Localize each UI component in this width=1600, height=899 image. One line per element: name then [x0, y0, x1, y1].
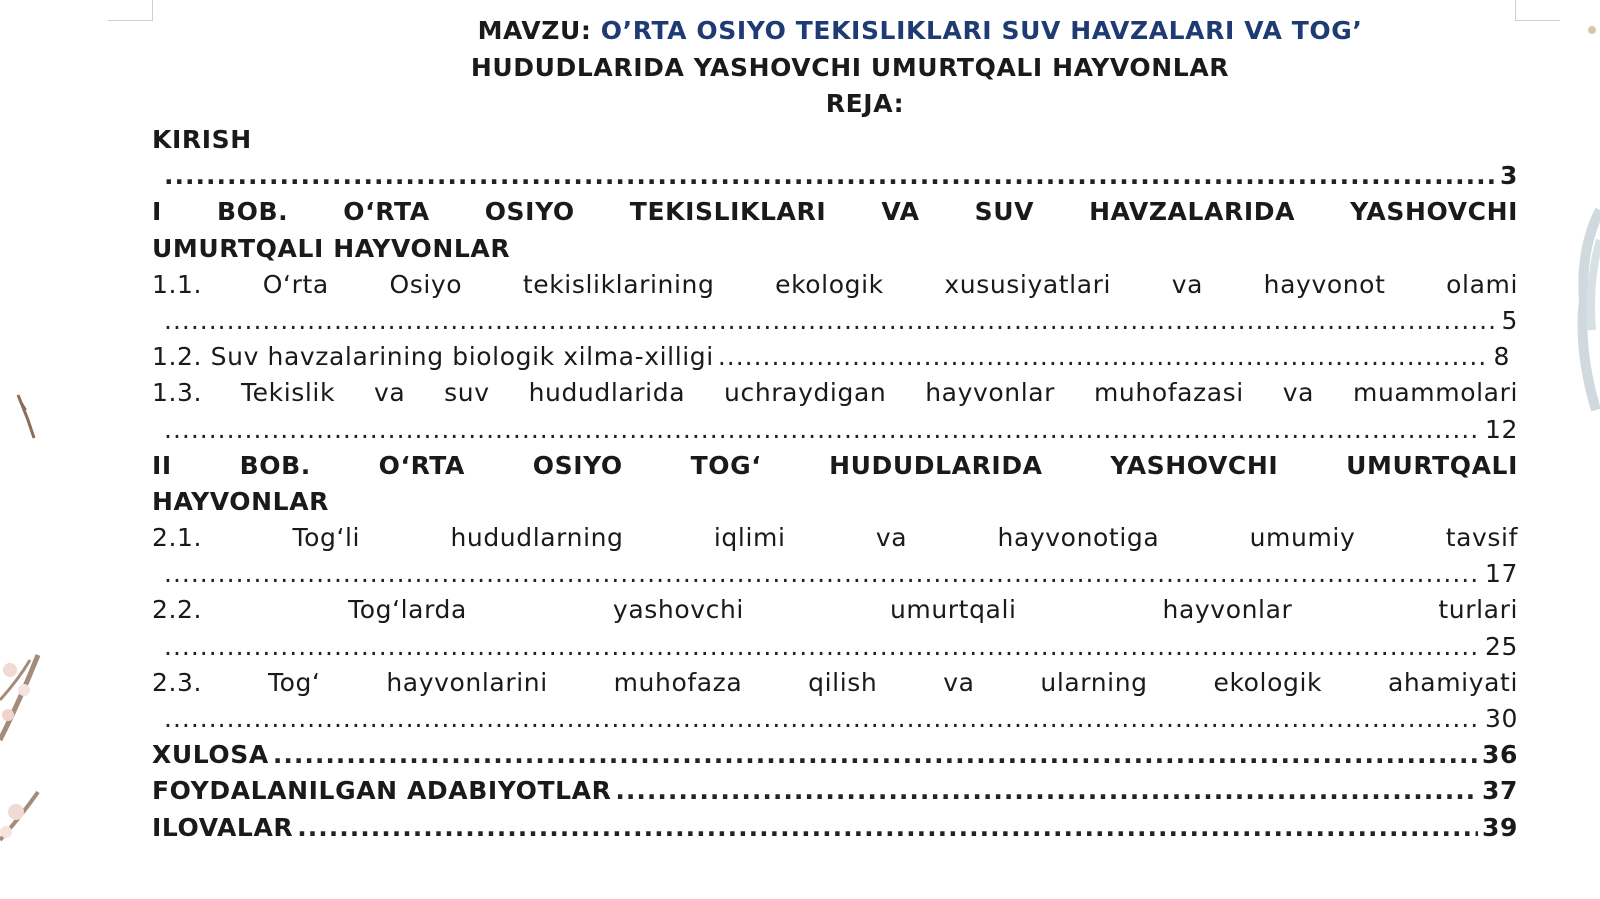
dot-leader: [297, 810, 1478, 846]
page-corner-mark-left: [108, 0, 153, 21]
toc-2-2-title: 2.2. Tog‘larda yashovchi umurtqali hayvonlar turlari: [152, 595, 1518, 625]
toc-intro-label: KIRISH: [152, 125, 252, 154]
dot-leader: [615, 773, 1478, 809]
toc-entry-2-1: [152, 520, 1518, 556]
toc-1-1-leader: [152, 303, 1518, 339]
toc-2-1-title: 2.1. Tog‘li hududlarning iqlimi va hayvonotiga umumiy tavsif: [152, 523, 1518, 553]
toc-intro-leader: [152, 158, 1518, 194]
toc-2-1-page: 17: [1484, 559, 1518, 589]
page-corner-mark-right: [1515, 0, 1560, 21]
toc-entry-conclusion: [152, 737, 1518, 773]
toc-references-page: 37: [1482, 776, 1518, 806]
toc-2-2-leader: [152, 629, 1518, 665]
toc-1-3-leader: [152, 412, 1518, 448]
toc-conclusion-page: 36: [1482, 740, 1518, 770]
dot-leader: [164, 303, 1497, 339]
toc-2-3-leader: [152, 701, 1518, 737]
dot-leader: [164, 158, 1496, 194]
toc-entry-1-1: [152, 267, 1518, 303]
toc-1-3-title: 1.3. Tekislik va suv hududlarida uchraydigan hayvonlar muhofazasi va muammolari: [152, 378, 1518, 408]
toc-entry-references: [152, 773, 1518, 809]
plan-heading: REJA:: [825, 89, 905, 118]
toc-1-1-page: 5: [1501, 305, 1518, 335]
toc-chapter2-title-cont: HAYVONLAR: [152, 486, 329, 516]
toc-2-3-title: 2.3. Tog‘ hayvonlarini muhofaza qilish va ularning ekologik ahamiyati: [152, 667, 1518, 697]
toc-appendix-label: ILOVALAR: [152, 812, 294, 842]
toc-chapter1-line2: [152, 231, 1518, 267]
toc-references-label: FOYDALANILGAN ADABIYOTLAR: [152, 776, 612, 806]
toc-entry-intro: [152, 122, 1518, 158]
toc-chapter1: [152, 194, 1518, 230]
toc-2-3-page: 30: [1484, 704, 1518, 733]
toc-1-3-page: 12: [1484, 414, 1518, 444]
toc-chapter2-title: II BOB. O‘RTA OSIYO TOG‘ HUDUDLARIDA YASHOVCHI UMURTQALI: [152, 450, 1518, 480]
toc-1-2-title: 1.2. Suv havzalarining biologik xilma-xilligi: [152, 342, 714, 372]
toc-chapter1-title: I BOB. O‘RTA OSIYO TEKISLIKLARI VA SUV HAVZALARIDA YASHOVCHI: [152, 197, 1518, 227]
title-topic-line2: HUDUDLARIDA YASHOVCHI UMURTQALI HAYVONLAR: [470, 53, 1230, 82]
toc-chapter1-title-cont: UMURTQALI HAYVONLAR: [152, 233, 511, 263]
dot-leader: [164, 629, 1481, 665]
floral-decoration-right: [1570, 0, 1600, 899]
toc-entry-2-3: [152, 665, 1518, 701]
dot-leader: [164, 412, 1481, 448]
toc-intro-page: 3: [1500, 161, 1518, 191]
document-page: [152, 12, 1518, 846]
dot-leader: [164, 556, 1481, 592]
toc-appendix-page: 39: [1482, 812, 1518, 842]
toc-2-2-page: 25: [1484, 631, 1518, 661]
toc-conclusion-label: XULOSA: [152, 740, 269, 770]
toc-entry-appendix: [152, 810, 1518, 846]
toc-entry-1-2: [152, 339, 1518, 375]
toc-entry-1-3: [152, 375, 1518, 411]
title-prefix: MAVZU:: [477, 16, 592, 45]
dot-leader: [273, 737, 1478, 773]
floral-decoration-left: [0, 0, 40, 899]
toc-chapter2: [152, 448, 1518, 484]
title-topic-line1: O’RTA OSIYO TEKISLIKLARI SUV HAVZALARI VA TOG’: [600, 16, 1363, 45]
toc-2-1-leader: [152, 556, 1518, 592]
toc-entry-2-2: [152, 592, 1518, 628]
toc-1-1-title: 1.1. O‘rta Osiyo tekisliklarining ekologik xususiyatlari va hayvonot olami: [152, 269, 1518, 299]
dot-leader: [164, 701, 1481, 737]
document-title: [152, 12, 1518, 49]
toc-chapter2-line2: [152, 484, 1518, 520]
toc-1-2-page: 8: [1493, 342, 1510, 372]
dot-leader: [718, 339, 1490, 375]
